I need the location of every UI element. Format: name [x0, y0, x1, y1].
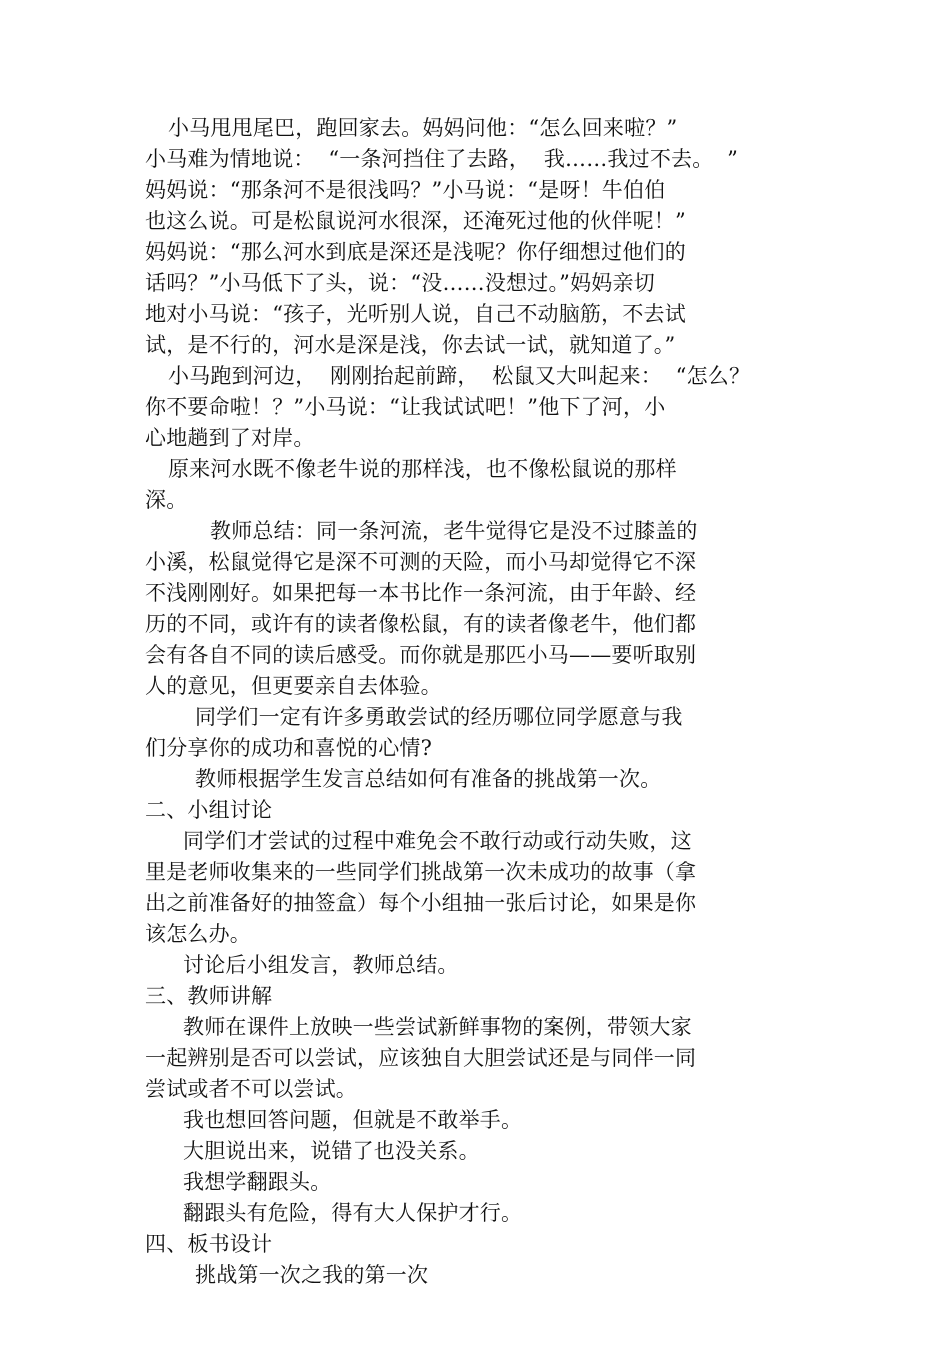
text-line: 尝试或者不可以尝试。: [145, 1077, 357, 1101]
text-line: 出之前准备好的抽签盒）每个小组抽一张后讨论，如果是你: [145, 891, 697, 915]
text-line: 试，是不行的，河水是深是浅，你去试一试，就知道了。”: [145, 333, 676, 357]
text-line: 历的不同，或许有的读者像松鼠，有的读者像老牛，他们都: [145, 612, 697, 636]
text-line: 心地趟到了对岸。: [145, 426, 315, 450]
text-line: 教师在课件上放映一些尝试新鲜事物的案例，带领大家: [183, 1015, 692, 1039]
text-line: 不浅刚刚好。如果把每一本书比作一条河流，由于年龄、经: [145, 581, 697, 605]
text-line: 同学们才尝试的过程中难免会不敢行动或行动失败，这: [183, 829, 692, 853]
text-line: 们分享你的成功和喜悦的心情?: [145, 736, 433, 760]
text-line: 讨论后小组发言，教师总结。: [183, 953, 459, 977]
text-line: 翻跟头有危险，得有大人保护才行。: [183, 1201, 523, 1225]
text-line: 小溪，松鼠觉得它是深不可测的天险，而小马却觉得它不深: [145, 550, 697, 574]
text-line: 一起辨别是否可以尝试，应该独自大胆尝试还是与同伴一同: [145, 1046, 697, 1070]
section-heading: 四、板书设计: [145, 1232, 273, 1256]
text-line: 小马甩甩尾巴，跑回家去。妈妈问他：“怎么回来啦？”: [168, 116, 678, 140]
text-line: 大胆说出来，说错了也没关系。: [183, 1139, 480, 1163]
text-line: 深。: [145, 488, 188, 512]
text-line: 挑战第一次之我的第一次: [195, 1263, 429, 1287]
text-line: 该怎么办。: [145, 922, 251, 946]
text-line: 人的意见，但更要亲自去体验。: [145, 674, 442, 698]
text-line: 你不要命啦！？”小马说：“让我试试吧！”他下了河，小: [145, 395, 666, 419]
text-line: 地对小马说：“孩子，光听别人说，自己不动脑筋，不去试: [145, 302, 686, 326]
text-line: 我想学翻跟头。: [183, 1170, 332, 1194]
text-line: 小马难为情地说： “一条河挡住了去路， 我……我过不去。 ”: [145, 147, 739, 171]
text-line: 也这么说。可是松鼠说河水很深，还淹死过他的伙伴呢！”: [145, 209, 686, 233]
text-line: 教师根据学生发言总结如何有准备的挑战第一次。: [195, 767, 662, 791]
text-line: 教师总结：同一条河流，老牛觉得它是没不过膝盖的: [210, 519, 698, 543]
text-line: 话吗？”小马低下了头，说：“没……没想过。”妈妈亲切: [145, 271, 655, 295]
text-line: 同学们一定有许多勇敢尝试的经历哪位同学愿意与我: [195, 705, 683, 729]
text-line: 会有各自不同的读后感受。而你就是那匹小马——要听取别: [145, 643, 697, 667]
section-heading: 三、教师讲解: [145, 984, 273, 1008]
text-line: 原来河水既不像老牛说的那样浅，也不像松鼠说的那样: [168, 457, 677, 481]
text-line: 妈妈说：“那么河水到底是深还是浅呢？你仔细想过他们的: [145, 240, 686, 264]
section-heading: 二、小组讨论: [145, 798, 273, 822]
text-line: 里是老师收集来的一些同学们挑战第一次未成功的故事（拿: [145, 860, 697, 884]
text-line: 我也想回答问题，但就是不敢举手。: [183, 1108, 523, 1132]
text-line: 妈妈说：“那条河不是很浅吗？”小马说：“是呀！牛伯伯: [145, 178, 666, 202]
text-line: 小马跑到河边， 刚刚抬起前蹄， 松鼠又大叫起来： “怎么？: [168, 364, 751, 388]
